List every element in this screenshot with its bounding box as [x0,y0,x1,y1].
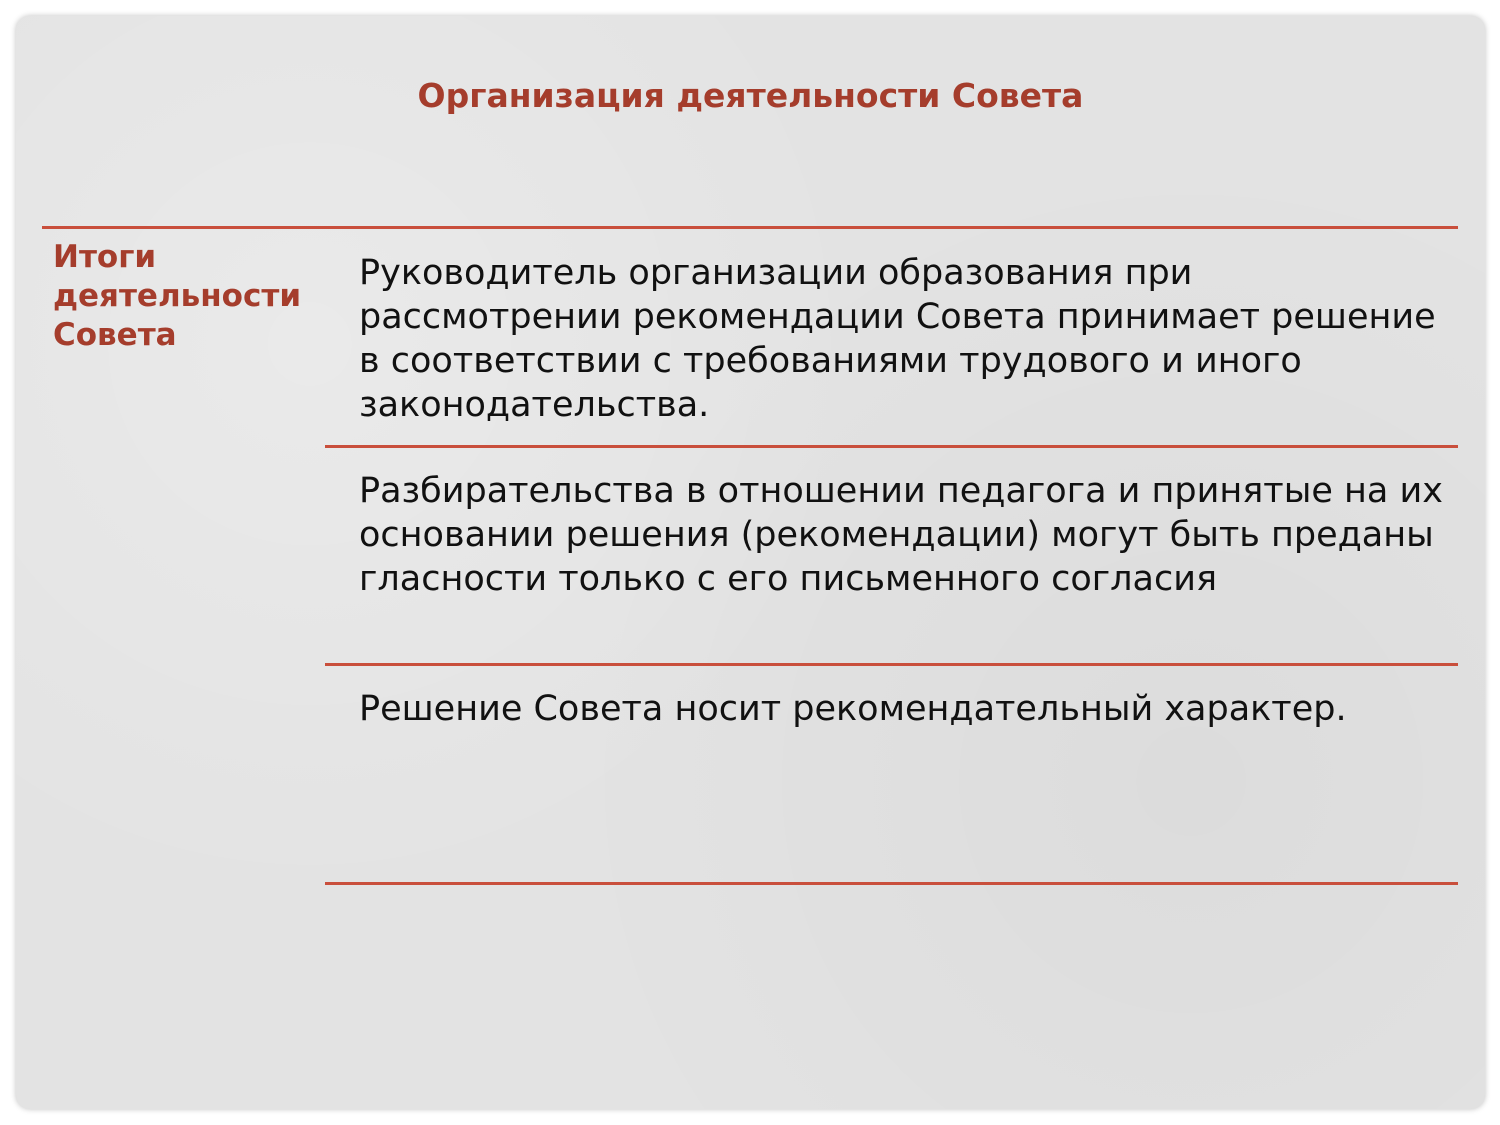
table-cell-1: Руководитель организации образования при рассмотрении рекомендации Совета принимает решение в соответствии с требованиями трудового и иного законодательства. [359,253,1436,425]
table-cell-3: Решение Совета носит рекомендательный характер. [359,689,1347,729]
table-cell-2: Разбирательства в отношении педагога и принятые на их основании решения (рекомендации) могут быть преданы гласности только с его письменного согласия [359,471,1443,599]
slide-title: Организация деятельности Совета [417,76,1084,115]
slide [16,16,1485,1109]
section-label: Итоги деятельности Совета [53,239,302,353]
table-row-divider-2 [325,663,1458,666]
table-bottom-rule [325,882,1458,885]
table-top-rule [42,226,1458,229]
table-row-divider-1 [325,445,1458,448]
